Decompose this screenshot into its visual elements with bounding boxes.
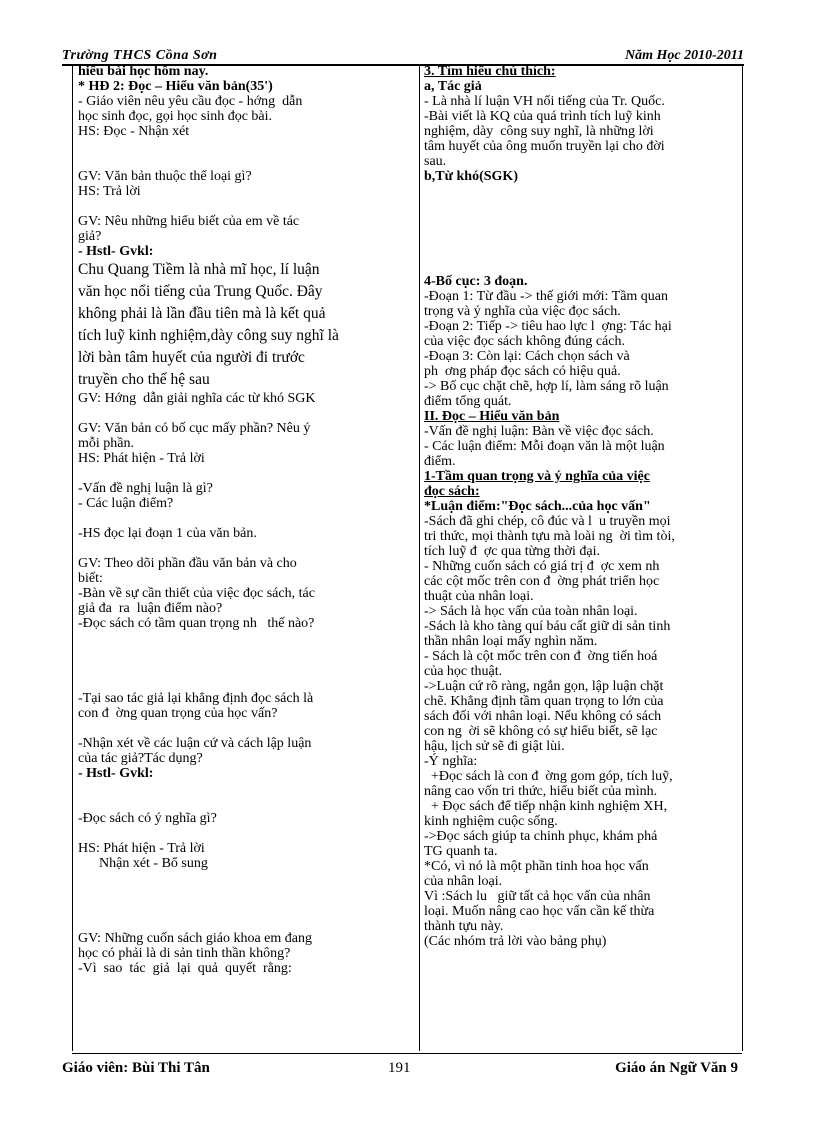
text-line: -Đọc sách có tầm quan trọng nh thế nào? [78,616,315,631]
text-line [78,871,412,886]
text-line: GV: Nêu những hiểu biết của em về tác [78,214,300,229]
text-line: -> Sách là học vấn của toàn nhân loại. [424,604,638,619]
text-line: nâng cao vốn tri thức, hiểu biết của mình. [424,784,658,799]
text-line [424,184,738,199]
text-line: sau. [424,154,447,169]
lesson-content-column [424,64,738,1051]
text-line [424,199,738,214]
text-line: tri thức, mọi thành tựu mà loài ng ời tìm tòi, [424,529,675,544]
text-line: (Các nhóm trả lời vào bảng phụ) [424,934,607,949]
text-line: của nhân loại. [424,874,503,889]
page-number: 191 [388,1060,411,1076]
text-line: Vì :Sách lu giữ tất cả học vấn của nhân [424,889,651,904]
text-line: -HS đọc lại đoạn 1 của văn bản. [78,526,257,541]
text-line [78,154,412,169]
text-line: ->Đọc sách giúp ta chinh phục, khám phá [424,829,658,844]
text-line: -Vấn đề nghị luận là gì? [78,481,213,496]
text-line: +Đọc sách là con đ ờng gom góp, tích luỹ, [424,769,673,784]
text-line: -Đoạn 3: Còn lại: Cách chọn sách và [424,349,630,364]
text-line: HS: Đọc - Nhận xét [78,124,190,139]
text-line: giả đa ra luận điểm nào? [78,601,223,616]
text-line: -Vì sao tác giả lại quả quyết rằng: [78,961,292,976]
text-line: tâm huyết của ông muốn truyền lại cho đời [424,139,665,154]
text-line: HS: Phát hiện - Trả lời [78,451,205,466]
text-line [78,916,412,931]
text-line: - Những cuốn sách có giá trị đ ợc xem nh [424,559,660,574]
text-line [78,541,412,556]
school-year: Năm Học 2010-2011 [625,48,744,63]
text-line: -> Bố cục chặt chẽ, hợp lí, làm sáng rõ luận [424,379,669,394]
text-line: - Các luận điểm: Mỗi đoạn văn là một luận [424,439,665,454]
text-line: -Bàn về sự cần thiết của việc đọc sách, tác [78,586,315,601]
text-line: -Đoạn 2: Tiếp -> tiêu hao lực l ợng: Tác hại [424,319,672,334]
text-line: - Hstl- Gvkl: [78,766,154,781]
text-line: a, Tác giả [424,79,482,94]
table-border-left [72,64,73,1051]
text-line: nghiệm, dày công suy nghĩ, là những lời [424,124,654,139]
text-line: b,Từ khó(SGK) [424,169,518,184]
text-line: Chu Quang Tiềm là nhà mĩ học, lí luận [78,261,320,278]
text-line: sách đối với nhân loại. Nếu không có sách [424,709,662,724]
text-line: giả? [78,229,102,244]
text-line: con đ ờng quan trọng của học vấn? [78,706,278,721]
text-line [424,214,738,229]
text-line: GV: Hớng dẫn giải nghĩa các từ khó SGK [78,391,316,406]
text-line [424,229,738,244]
text-line: lời bàn tâm huyết của người đi trước [78,349,305,366]
text-line [78,886,412,901]
table-border-right [742,64,743,1051]
text-line: -Tại sao tác giả lại khẳng định đọc sách là [78,691,314,706]
text-line [78,826,412,841]
text-line: TG quanh ta. [424,844,498,859]
text-line: loại. Muốn nâng cao học vấn cần kế thừa [424,904,655,919]
text-line: thuật của nhân loại. [424,589,534,604]
text-line [424,259,738,274]
text-line: tích luỹ kinh nghiệm,dày công suy nghĩ là [78,327,339,344]
text-line: - Giáo viên nêu yêu cầu đọc - hớng dẫn [78,94,303,109]
text-line: truyền cho thế hệ sau [78,371,210,388]
text-line: + Đọc sách để tiếp nhận kinh nghiệm XH, [424,799,668,814]
text-line: - Sách là cột mốc trên con đ ờng tiến hoá [424,649,658,664]
text-line: học sinh đọc, gọi học sinh đọc bài. [78,109,273,124]
text-line: hậu, lịch sử sẽ đi giật lùi. [424,739,565,754]
text-line: không phải là lần đầu tiên mà là kết quả [78,305,326,322]
text-line: mỗi phần. [78,436,134,451]
text-line [78,676,412,691]
text-line: biết: [78,571,103,586]
text-line: đọc sách: [424,484,480,499]
text-line [78,661,412,676]
text-line: *Luận điểm:"Đọc sách...của học vấn" [424,499,651,514]
text-line: ph ơng pháp đọc sách có hiệu quả. [424,364,621,379]
text-line: văn học nổi tiếng của Trung Quốc. Đây [78,283,323,300]
text-line [78,781,412,796]
text-line: tích luỹ đ ợc qua từng thời đại. [424,544,600,559]
school-name: Trường THCS Cồna Sơn [62,48,218,63]
text-line [78,796,412,811]
text-line [78,646,412,661]
text-line: HS: Trả lời [78,184,141,199]
text-line: II. Đọc – Hiểu văn bản [424,409,560,424]
text-line: -Sách đã ghi chép, cô đúc và l u truyền mọi [424,514,671,529]
text-line: các cột mốc trên con đ ờng phát triển học [424,574,660,589]
text-line: GV: Văn bản thuộc thể loại gì? [78,169,252,184]
text-line: -Sách là kho tàng quí báu cất giữ di sản tinh [424,619,671,634]
text-line: hiểu bài học hôm nay. [78,64,209,79]
text-line: -Bài viết là KQ của quá trình tích luỹ kinh [424,109,661,124]
text-line [78,406,412,421]
lesson-plan-title: Giáo án Ngữ Văn 9 [615,1060,738,1076]
text-line: HS: Phát hiện - Trả lời [78,841,205,856]
text-line [78,721,412,736]
teacher-name: Giáo viên: Bùi Thi Tân [62,1060,210,1076]
text-line [78,901,412,916]
text-line: trọng và ý nghĩa của việc đọc sách. [424,304,621,319]
text-line [424,244,738,259]
text-line: kinh nghiệm cuộc sống. [424,814,558,829]
text-line: -Ý nghĩa: [424,754,478,769]
text-line: 1-Tầm quan trọng và ý nghĩa của việc [424,469,650,484]
text-line: điểm tổng quát. [424,394,512,409]
text-line: *Có, vì nó là một phần tinh hoa học vấn [424,859,649,874]
text-line: học có phải là di sản tinh thần không? [78,946,291,961]
text-line: -Nhận xét về các luận cứ và cách lập luận [78,736,312,751]
text-line: con ng ời sẽ không có sự hiểu biết, sẽ lạc [424,724,658,739]
text-line: GV: Những cuốn sách giáo khoa em đang [78,931,312,946]
text-line [78,511,412,526]
text-line: 3. Tìm hiểu chú thích: [424,64,556,79]
text-line: -Đoạn 1: Từ đầu -> thế giới mới: Tầm quan [424,289,669,304]
table-column-divider [419,64,420,1051]
text-line: 4-Bố cục: 3 đoạn. [424,274,528,289]
text-line: - Hstl- Gvkl: [78,244,154,259]
text-line: chẽ. Khẳng định tầm quan trọng to lớn của [424,694,664,709]
text-line [78,631,412,646]
text-line: Nhận xét - Bổ sung [78,856,208,871]
text-line: - Các luận điểm? [78,496,174,511]
text-line [78,466,412,481]
text-line: thần nhân loại mấy nghìn năm. [424,634,598,649]
text-line: - Là nhà lí luận VH nổi tiếng của Tr. Quốc. [424,94,665,109]
text-line [78,199,412,214]
text-line: -Đọc sách có ý nghĩa gì? [78,811,217,826]
page-footer [62,1060,744,1080]
teacher-activities-column [78,64,412,1051]
text-line: -Vấn đề nghị luận: Bàn về việc đọc sách. [424,424,654,439]
text-line: * HĐ 2: Đọc – Hiểu văn bản(35') [78,79,273,94]
text-line: GV: Theo dõi phần đầu văn bản và cho [78,556,297,571]
table-border-bottom [72,1053,742,1054]
text-line: của việc đọc sách không đúng cách. [424,334,625,349]
text-line [78,139,412,154]
text-line: của học thuật. [424,664,503,679]
text-line: của tác giả?Tác dụng? [78,751,203,766]
text-line: điểm. [424,454,456,469]
text-line: thành tựu này. [424,919,504,934]
text-line: GV: Văn bản có bố cục mấy phần? Nêu ý [78,421,311,436]
text-line: ->Luận cứ rõ ràng, ngắn gọn, lập luận chặt [424,679,664,694]
